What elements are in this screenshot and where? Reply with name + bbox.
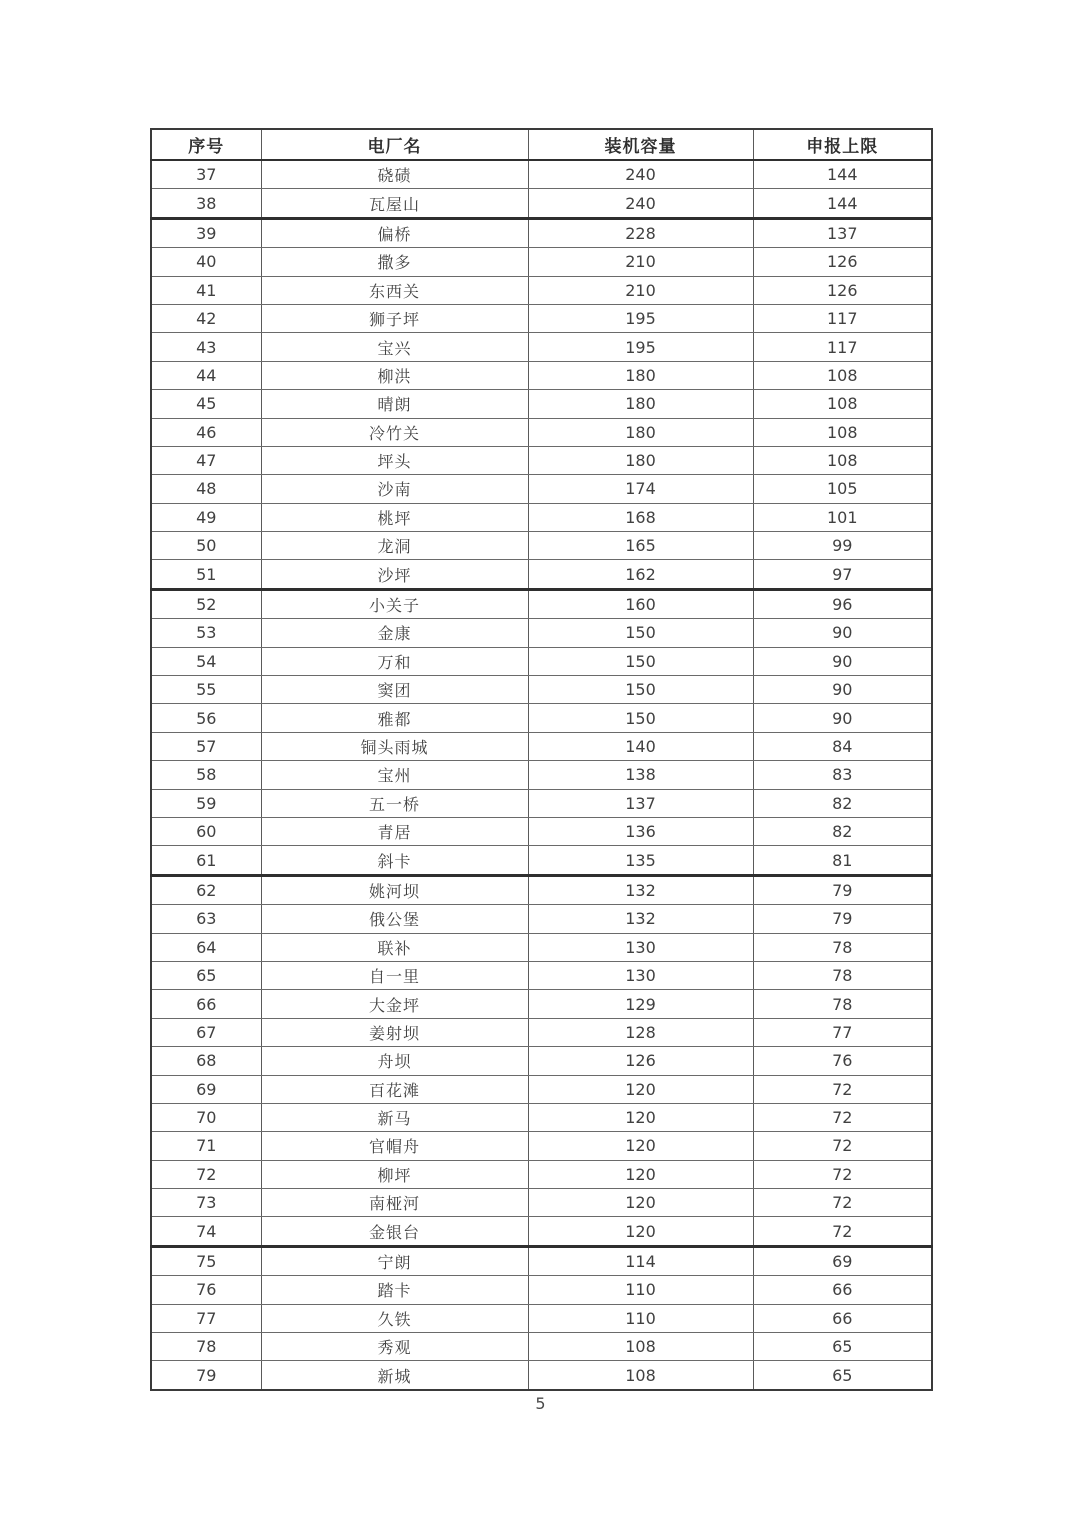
table-row (151, 1103, 932, 1131)
table-row (151, 589, 932, 618)
cell-no: 74 (151, 1217, 261, 1246)
cell-name: 冷竹关 (261, 418, 528, 446)
cell-name: 官帽舟 (261, 1132, 528, 1160)
cell-no: 55 (151, 676, 261, 704)
cell-limit: 105 (753, 475, 932, 503)
cell-no: 45 (151, 390, 261, 418)
cell-limit: 108 (753, 446, 932, 474)
cell-no: 56 (151, 704, 261, 732)
cell-no: 38 (151, 189, 261, 218)
cell-no: 69 (151, 1075, 261, 1103)
cell-no: 40 (151, 248, 261, 276)
table-row (151, 961, 932, 989)
cell-no: 64 (151, 933, 261, 961)
cell-capacity: 168 (528, 503, 753, 531)
table-row (151, 160, 932, 189)
cell-name: 铜头雨城 (261, 732, 528, 760)
cell-no: 66 (151, 990, 261, 1018)
cell-no: 39 (151, 218, 261, 247)
table-row (151, 875, 932, 904)
cell-name: 柳坪 (261, 1160, 528, 1188)
cell-no: 51 (151, 560, 261, 589)
cell-limit: 144 (753, 160, 932, 189)
cell-capacity: 120 (528, 1132, 753, 1160)
cell-no: 76 (151, 1276, 261, 1304)
table-row (151, 1304, 932, 1332)
table-row (151, 1160, 932, 1188)
table-row (151, 532, 932, 560)
cell-no: 78 (151, 1333, 261, 1361)
cell-no: 63 (151, 905, 261, 933)
cell-limit: 72 (753, 1075, 932, 1103)
cell-name: 姜射坝 (261, 1018, 528, 1046)
table-row (151, 1333, 932, 1361)
table-row (151, 446, 932, 474)
cell-no: 52 (151, 589, 261, 618)
table-row (151, 304, 932, 332)
cell-capacity: 150 (528, 676, 753, 704)
cell-limit: 97 (753, 560, 932, 589)
cell-name: 小关子 (261, 589, 528, 618)
table-row (151, 1189, 932, 1217)
cell-capacity: 132 (528, 875, 753, 904)
cell-capacity: 108 (528, 1333, 753, 1361)
cell-capacity: 120 (528, 1189, 753, 1217)
cell-no: 68 (151, 1047, 261, 1075)
table-row (151, 990, 932, 1018)
cell-name: 新城 (261, 1361, 528, 1390)
cell-name: 新马 (261, 1103, 528, 1131)
cell-name: 窦团 (261, 676, 528, 704)
cell-no: 44 (151, 361, 261, 389)
cell-capacity: 195 (528, 304, 753, 332)
cell-name: 俄公堡 (261, 905, 528, 933)
cell-limit: 66 (753, 1276, 932, 1304)
cell-name: 宁朗 (261, 1246, 528, 1275)
table-row (151, 619, 932, 647)
cell-limit: 99 (753, 532, 932, 560)
cell-capacity: 210 (528, 248, 753, 276)
cell-name: 联补 (261, 933, 528, 961)
cell-limit: 90 (753, 704, 932, 732)
cell-limit: 66 (753, 1304, 932, 1332)
table-header-row (151, 129, 932, 160)
cell-name: 百花滩 (261, 1075, 528, 1103)
cell-limit: 65 (753, 1333, 932, 1361)
cell-limit: 72 (753, 1160, 932, 1188)
cell-limit: 69 (753, 1246, 932, 1275)
cell-capacity: 228 (528, 218, 753, 247)
cell-limit: 79 (753, 905, 932, 933)
table-row (151, 789, 932, 817)
cell-capacity: 138 (528, 761, 753, 789)
cell-limit: 78 (753, 961, 932, 989)
cell-capacity: 126 (528, 1047, 753, 1075)
page-number: 5 (535, 1394, 546, 1413)
table-row (151, 905, 932, 933)
table-row (151, 361, 932, 389)
table-row (151, 1217, 932, 1246)
cell-name: 晴朗 (261, 390, 528, 418)
cell-no: 62 (151, 875, 261, 904)
cell-capacity: 114 (528, 1246, 753, 1275)
table-row (151, 276, 932, 304)
cell-name: 金康 (261, 619, 528, 647)
table-row (151, 390, 932, 418)
cell-capacity: 129 (528, 990, 753, 1018)
cell-capacity: 180 (528, 390, 753, 418)
table-row (151, 333, 932, 361)
cell-limit: 117 (753, 333, 932, 361)
table-row (151, 1018, 932, 1046)
cell-no: 75 (151, 1246, 261, 1275)
table-row (151, 503, 932, 531)
cell-limit: 82 (753, 789, 932, 817)
cell-name: 坪头 (261, 446, 528, 474)
cell-limit: 96 (753, 589, 932, 618)
cell-no: 37 (151, 160, 261, 189)
cell-no: 46 (151, 418, 261, 446)
cell-name: 姚河坝 (261, 875, 528, 904)
cell-name: 偏桥 (261, 218, 528, 247)
cell-name: 舟坝 (261, 1047, 528, 1075)
cell-limit: 81 (753, 846, 932, 875)
cell-capacity: 180 (528, 361, 753, 389)
cell-limit: 108 (753, 418, 932, 446)
cell-capacity: 128 (528, 1018, 753, 1046)
cell-name: 撒多 (261, 248, 528, 276)
cell-capacity: 110 (528, 1304, 753, 1332)
cell-limit: 90 (753, 619, 932, 647)
cell-capacity: 195 (528, 333, 753, 361)
table-row (151, 933, 932, 961)
cell-name: 久铁 (261, 1304, 528, 1332)
cell-limit: 144 (753, 189, 932, 218)
table-row (151, 218, 932, 247)
table-row (151, 647, 932, 675)
cell-capacity: 135 (528, 846, 753, 875)
cell-capacity: 140 (528, 732, 753, 760)
cell-no: 42 (151, 304, 261, 332)
table-row (151, 846, 932, 875)
table-row (151, 732, 932, 760)
table-row (151, 560, 932, 589)
cell-limit: 108 (753, 390, 932, 418)
header-cell-limit: 申报上限 (753, 129, 932, 160)
cell-no: 48 (151, 475, 261, 503)
cell-capacity: 120 (528, 1103, 753, 1131)
cell-no: 57 (151, 732, 261, 760)
cell-no: 50 (151, 532, 261, 560)
cell-no: 77 (151, 1304, 261, 1332)
cell-name: 踏卡 (261, 1276, 528, 1304)
cell-no: 72 (151, 1160, 261, 1188)
cell-limit: 78 (753, 933, 932, 961)
cell-name: 南桠河 (261, 1189, 528, 1217)
cell-capacity: 137 (528, 789, 753, 817)
table-row (151, 1132, 932, 1160)
table-row (151, 189, 932, 218)
table-row (151, 475, 932, 503)
cell-capacity: 130 (528, 933, 753, 961)
cell-limit: 117 (753, 304, 932, 332)
table-row (151, 1075, 932, 1103)
cell-no: 43 (151, 333, 261, 361)
cell-name: 桃坪 (261, 503, 528, 531)
cell-capacity: 174 (528, 475, 753, 503)
cell-name: 青居 (261, 817, 528, 845)
cell-capacity: 130 (528, 961, 753, 989)
cell-name: 大金坪 (261, 990, 528, 1018)
cell-limit: 90 (753, 676, 932, 704)
cell-limit: 72 (753, 1189, 932, 1217)
cell-limit: 126 (753, 276, 932, 304)
cell-no: 67 (151, 1018, 261, 1046)
cell-no: 60 (151, 817, 261, 845)
cell-name: 龙洞 (261, 532, 528, 560)
table-row (151, 1246, 932, 1275)
cell-capacity: 165 (528, 532, 753, 560)
cell-no: 61 (151, 846, 261, 875)
cell-capacity: 108 (528, 1361, 753, 1390)
cell-name: 自一里 (261, 961, 528, 989)
cell-name: 狮子坪 (261, 304, 528, 332)
cell-capacity: 150 (528, 704, 753, 732)
cell-no: 47 (151, 446, 261, 474)
cell-no: 71 (151, 1132, 261, 1160)
cell-limit: 65 (753, 1361, 932, 1390)
cell-capacity: 240 (528, 189, 753, 218)
table-row (151, 248, 932, 276)
cell-no: 65 (151, 961, 261, 989)
header-cell-name: 电厂名 (261, 129, 528, 160)
cell-name: 秀观 (261, 1333, 528, 1361)
cell-name: 东西关 (261, 276, 528, 304)
table-row (151, 676, 932, 704)
table-row (151, 704, 932, 732)
power-plants-table (150, 128, 933, 1391)
table-row (151, 1047, 932, 1075)
cell-capacity: 180 (528, 418, 753, 446)
cell-limit: 76 (753, 1047, 932, 1075)
cell-no: 58 (151, 761, 261, 789)
cell-capacity: 150 (528, 647, 753, 675)
cell-capacity: 162 (528, 560, 753, 589)
cell-limit: 79 (753, 875, 932, 904)
cell-name: 沙坪 (261, 560, 528, 589)
cell-name: 五一桥 (261, 789, 528, 817)
cell-limit: 90 (753, 647, 932, 675)
cell-limit: 84 (753, 732, 932, 760)
cell-capacity: 160 (528, 589, 753, 618)
cell-limit: 77 (753, 1018, 932, 1046)
cell-limit: 78 (753, 990, 932, 1018)
cell-no: 70 (151, 1103, 261, 1131)
cell-limit: 83 (753, 761, 932, 789)
cell-capacity: 150 (528, 619, 753, 647)
cell-no: 59 (151, 789, 261, 817)
cell-name: 斜卡 (261, 846, 528, 875)
cell-limit: 72 (753, 1132, 932, 1160)
cell-capacity: 110 (528, 1276, 753, 1304)
cell-capacity: 132 (528, 905, 753, 933)
cell-no: 41 (151, 276, 261, 304)
cell-name: 柳洪 (261, 361, 528, 389)
cell-limit: 72 (753, 1103, 932, 1131)
cell-capacity: 120 (528, 1217, 753, 1246)
cell-limit: 126 (753, 248, 932, 276)
cell-limit: 82 (753, 817, 932, 845)
cell-name: 金银台 (261, 1217, 528, 1246)
cell-limit: 72 (753, 1217, 932, 1246)
cell-no: 73 (151, 1189, 261, 1217)
table-row (151, 761, 932, 789)
cell-limit: 108 (753, 361, 932, 389)
cell-name: 瓦屋山 (261, 189, 528, 218)
cell-capacity: 240 (528, 160, 753, 189)
table-row (151, 817, 932, 845)
table-row (151, 1276, 932, 1304)
cell-capacity: 180 (528, 446, 753, 474)
cell-name: 雅都 (261, 704, 528, 732)
cell-name: 万和 (261, 647, 528, 675)
cell-name: 宝兴 (261, 333, 528, 361)
cell-capacity: 120 (528, 1160, 753, 1188)
cell-name: 沙南 (261, 475, 528, 503)
cell-limit: 101 (753, 503, 932, 531)
cell-name: 宝州 (261, 761, 528, 789)
header-cell-no: 序号 (151, 129, 261, 160)
cell-no: 54 (151, 647, 261, 675)
cell-capacity: 120 (528, 1075, 753, 1103)
table-row (151, 1361, 932, 1390)
cell-name: 硗碛 (261, 160, 528, 189)
table-row (151, 418, 932, 446)
cell-no: 49 (151, 503, 261, 531)
cell-limit: 137 (753, 218, 932, 247)
cell-capacity: 210 (528, 276, 753, 304)
cell-capacity: 136 (528, 817, 753, 845)
cell-no: 79 (151, 1361, 261, 1390)
header-cell-capacity: 装机容量 (528, 129, 753, 160)
cell-no: 53 (151, 619, 261, 647)
